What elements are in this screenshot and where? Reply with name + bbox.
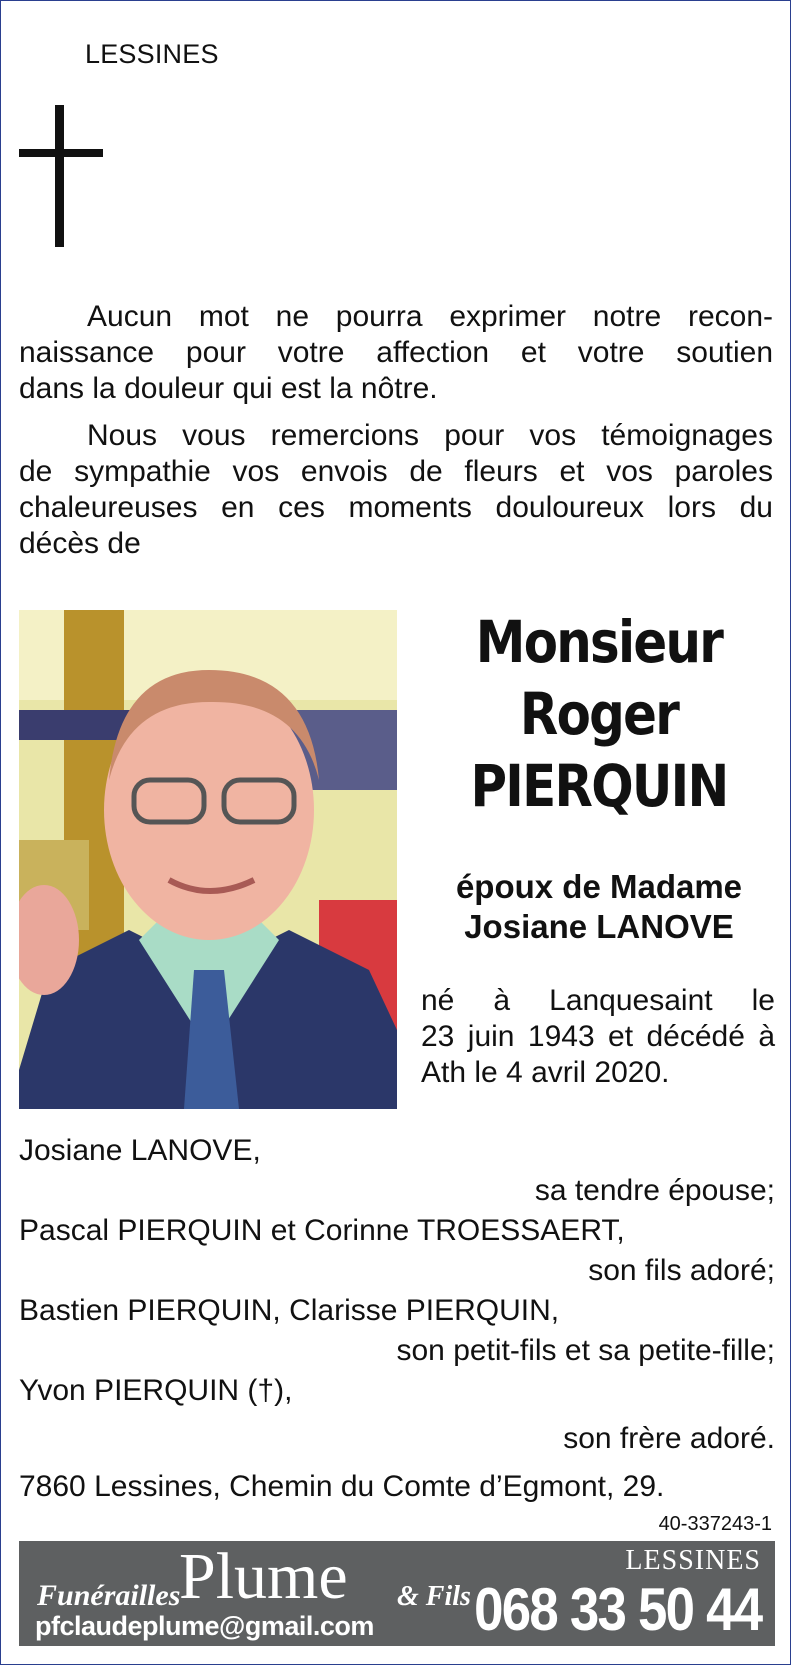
birth-death-info	[421, 983, 775, 1091]
text-line: Aucun mot ne pourra exprimer notre recon-	[87, 300, 773, 333]
text-line: né à Lanquesaint le	[421, 984, 775, 1017]
family-member: Yvon PIERQUIN (†),	[19, 1374, 293, 1407]
family-list	[19, 1131, 775, 1507]
spouse-info	[421, 867, 777, 947]
funeral-home-city: LESSINES	[625, 1545, 761, 1576]
funeral-home-email[interactable]: pfclaudeplume@gmail.com	[35, 1611, 374, 1641]
text-line: naissance pour votre affection et votre soutien	[19, 336, 773, 369]
address: 7860 Lessines, Chemin du Comte d’Egmont, 29.	[19, 1470, 665, 1503]
town-header: LESSINES	[85, 39, 219, 69]
family-relation: sa tendre épouse;	[534, 1174, 775, 1207]
funeral-home-suffix: & Fils	[397, 1581, 471, 1612]
thanks-paragraph-2	[19, 418, 773, 562]
portrait-photo	[19, 610, 397, 1109]
family-member: Pascal PIERQUIN et Corinne TROESSAERT,	[19, 1214, 625, 1247]
spouse-line: époux de Madame	[455, 868, 743, 905]
text-line: décès de	[19, 527, 141, 560]
funeral-home-phone[interactable]: 068 33 50 44	[473, 1576, 761, 1643]
deceased-first-name: Roger	[519, 680, 679, 748]
deceased-last-name: PIERQUIN	[470, 752, 728, 820]
family-member: Bastien PIERQUIN, Clarisse PIERQUIN,	[19, 1294, 560, 1327]
text-line: chaleureuses en ces moments douloureux lors du	[19, 491, 773, 524]
family-relation: son frère adoré.	[563, 1422, 775, 1455]
text-line: 23 juin 1943 et décédé à	[421, 1020, 775, 1053]
funeral-home-banner	[19, 1541, 775, 1646]
funeral-home-word: Funérailles	[37, 1579, 181, 1612]
thanks-paragraph-1	[19, 299, 773, 407]
latin-cross-icon	[19, 105, 103, 247]
text-line: de sympathie vos envois de fleurs et vos paroles	[19, 455, 773, 488]
deceased-title: Monsieur	[475, 608, 723, 676]
reference-number: 40-337243-1	[658, 1513, 772, 1535]
text-line: Ath le 4 avril 2020.	[421, 1056, 670, 1089]
family-relation: son fils adoré;	[588, 1254, 775, 1287]
text-line: Nous vous remercions pour vos témoignages	[87, 419, 773, 452]
family-member: Josiane LANOVE,	[19, 1134, 261, 1167]
funeral-home-name: Plume	[179, 1541, 348, 1613]
deceased-name	[421, 606, 777, 822]
text-line: dans la douleur qui est la nôtre.	[19, 372, 438, 405]
family-relation: son petit-fils et sa petite-fille;	[396, 1334, 775, 1367]
spouse-line: Josiane LANOVE	[464, 908, 734, 945]
